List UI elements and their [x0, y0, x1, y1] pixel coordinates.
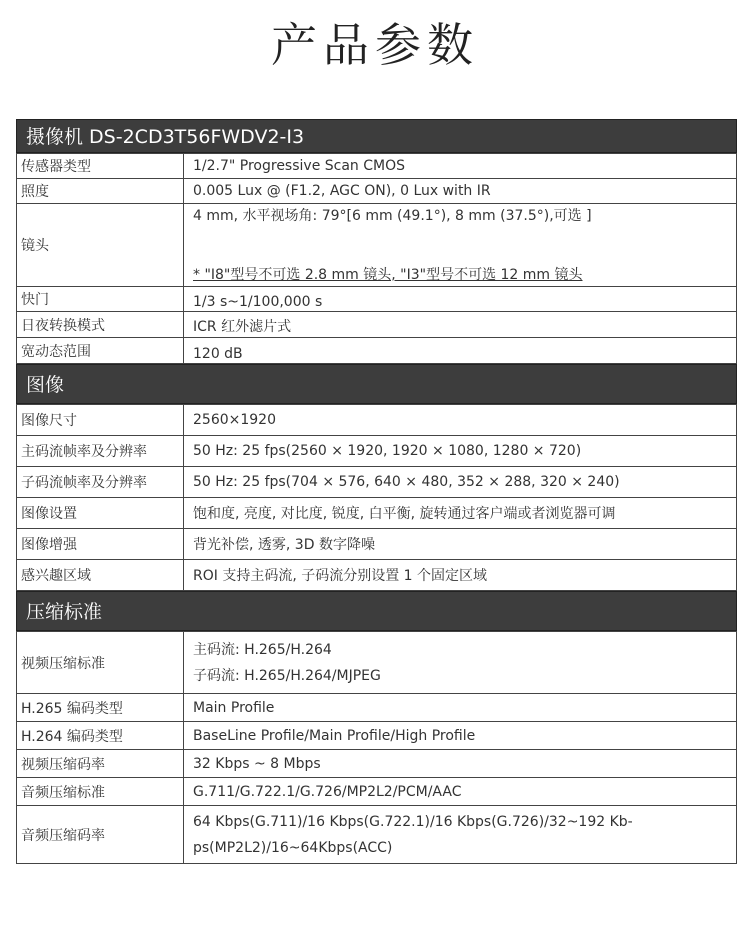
- spec-key: 日夜转换模式: [17, 312, 184, 338]
- table-row: [17, 154, 737, 179]
- spec-key: 感兴趣区域: [17, 560, 184, 591]
- spec-value: 32 Kbps ~ 8 Mbps: [184, 750, 737, 778]
- spec-key: H.264 编码类型: [17, 722, 184, 750]
- spec-value: ICR 红外滤片式: [184, 312, 737, 338]
- spec-key: 图像尺寸: [17, 405, 184, 436]
- image-spec-table: [16, 404, 737, 591]
- spec-value: 饱和度, 亮度, 对比度, 锐度, 白平衡, 旋转通过客户端或者浏览器可调: [184, 498, 737, 529]
- table-row: [17, 778, 737, 806]
- section-header-compression: 压缩标准: [16, 591, 737, 631]
- table-row: [17, 338, 737, 364]
- table-row: [17, 750, 737, 778]
- spec-key: 宽动态范围: [17, 338, 184, 364]
- table-row: [17, 498, 737, 529]
- table-row: [17, 722, 737, 750]
- spec-key: 音频压缩标准: [17, 778, 184, 806]
- spec-value: ROI 支持主码流, 子码流分别设置 1 个固定区域: [184, 560, 737, 591]
- spec-value-line: ps(MP2L2)/16~64Kbps(ACC): [193, 839, 393, 856]
- table-row: [17, 694, 737, 722]
- section-header-image: 图像: [16, 364, 737, 404]
- spec-key: 镜头: [17, 204, 184, 287]
- table-row: [17, 204, 737, 287]
- spec-value-line: 主码流: H.265/H.264: [193, 641, 332, 658]
- spec-key: 图像设置: [17, 498, 184, 529]
- spec-value: 4 mm, 水平视场角: 79°[6 mm (49.1°), 8 mm (37.5°),可选 ]: [193, 208, 592, 224]
- spec-key: 图像增强: [17, 529, 184, 560]
- compression-spec-table: [16, 631, 737, 864]
- spec-value: 0.005 Lux @ (F1.2, AGC ON), 0 Lux with IR: [184, 179, 737, 204]
- spec-value-line: 子码流: H.265/H.264/MJPEG: [193, 667, 381, 684]
- spec-key: 主码流帧率及分辨率: [17, 436, 184, 467]
- spec-value-cell: [184, 204, 737, 287]
- spec-note: * "I8"型号不可选 2.8 mm 镜头, "I3"型号不可选 12 mm 镜头: [193, 267, 583, 283]
- table-row: [17, 529, 737, 560]
- spec-key: 音频压缩码率: [17, 806, 184, 864]
- section-header-camera: 摄像机 DS-2CD3T56FWDV2-I3: [16, 119, 737, 153]
- table-row: [17, 436, 737, 467]
- spec-key: 传感器类型: [17, 154, 184, 179]
- spec-value-line: 64 Kbps(G.711)/16 Kbps(G.722.1)/16 Kbps(G.726)/32~192 Kb-: [193, 813, 633, 830]
- page-title: 产品参数: [271, 18, 479, 72]
- table-row: [17, 560, 737, 591]
- spec-value: 1/2.7" Progressive Scan CMOS: [184, 154, 737, 179]
- spec-value: G.711/G.722.1/G.726/MP2L2/PCM/AAC: [184, 778, 737, 806]
- spec-key: H.265 编码类型: [17, 694, 184, 722]
- spec-sheet: [16, 119, 737, 864]
- table-row: [17, 806, 737, 864]
- spec-value: 2560×1920: [184, 405, 737, 436]
- table-row: [17, 312, 737, 338]
- spec-key: 视频压缩标准: [17, 632, 184, 694]
- spec-key: 照度: [17, 179, 184, 204]
- spec-key: 子码流帧率及分辨率: [17, 467, 184, 498]
- spec-value: 背光补偿, 透雾, 3D 数字降噪: [184, 529, 737, 560]
- spec-value: 50 Hz: 25 fps(2560 × 1920, 1920 × 1080, 1280 × 720): [184, 436, 737, 467]
- spec-value: Main Profile: [184, 694, 737, 722]
- spec-value: 50 Hz: 25 fps(704 × 576, 640 × 480, 352 × 288, 320 × 240): [184, 467, 737, 498]
- spec-key: 视频压缩码率: [17, 750, 184, 778]
- spec-value-cell: [184, 806, 737, 864]
- table-row: [17, 287, 737, 312]
- spec-value: BaseLine Profile/Main Profile/High Profile: [184, 722, 737, 750]
- camera-spec-table: [16, 153, 737, 364]
- spec-value-cell: [184, 632, 737, 694]
- table-row: [17, 405, 737, 436]
- spec-value: 120 dB: [184, 338, 737, 364]
- spec-value: 1/3 s~1/100,000 s: [184, 287, 737, 312]
- spec-key: 快门: [17, 287, 184, 312]
- table-row: [17, 632, 737, 694]
- table-row: [17, 179, 737, 204]
- table-row: [17, 467, 737, 498]
